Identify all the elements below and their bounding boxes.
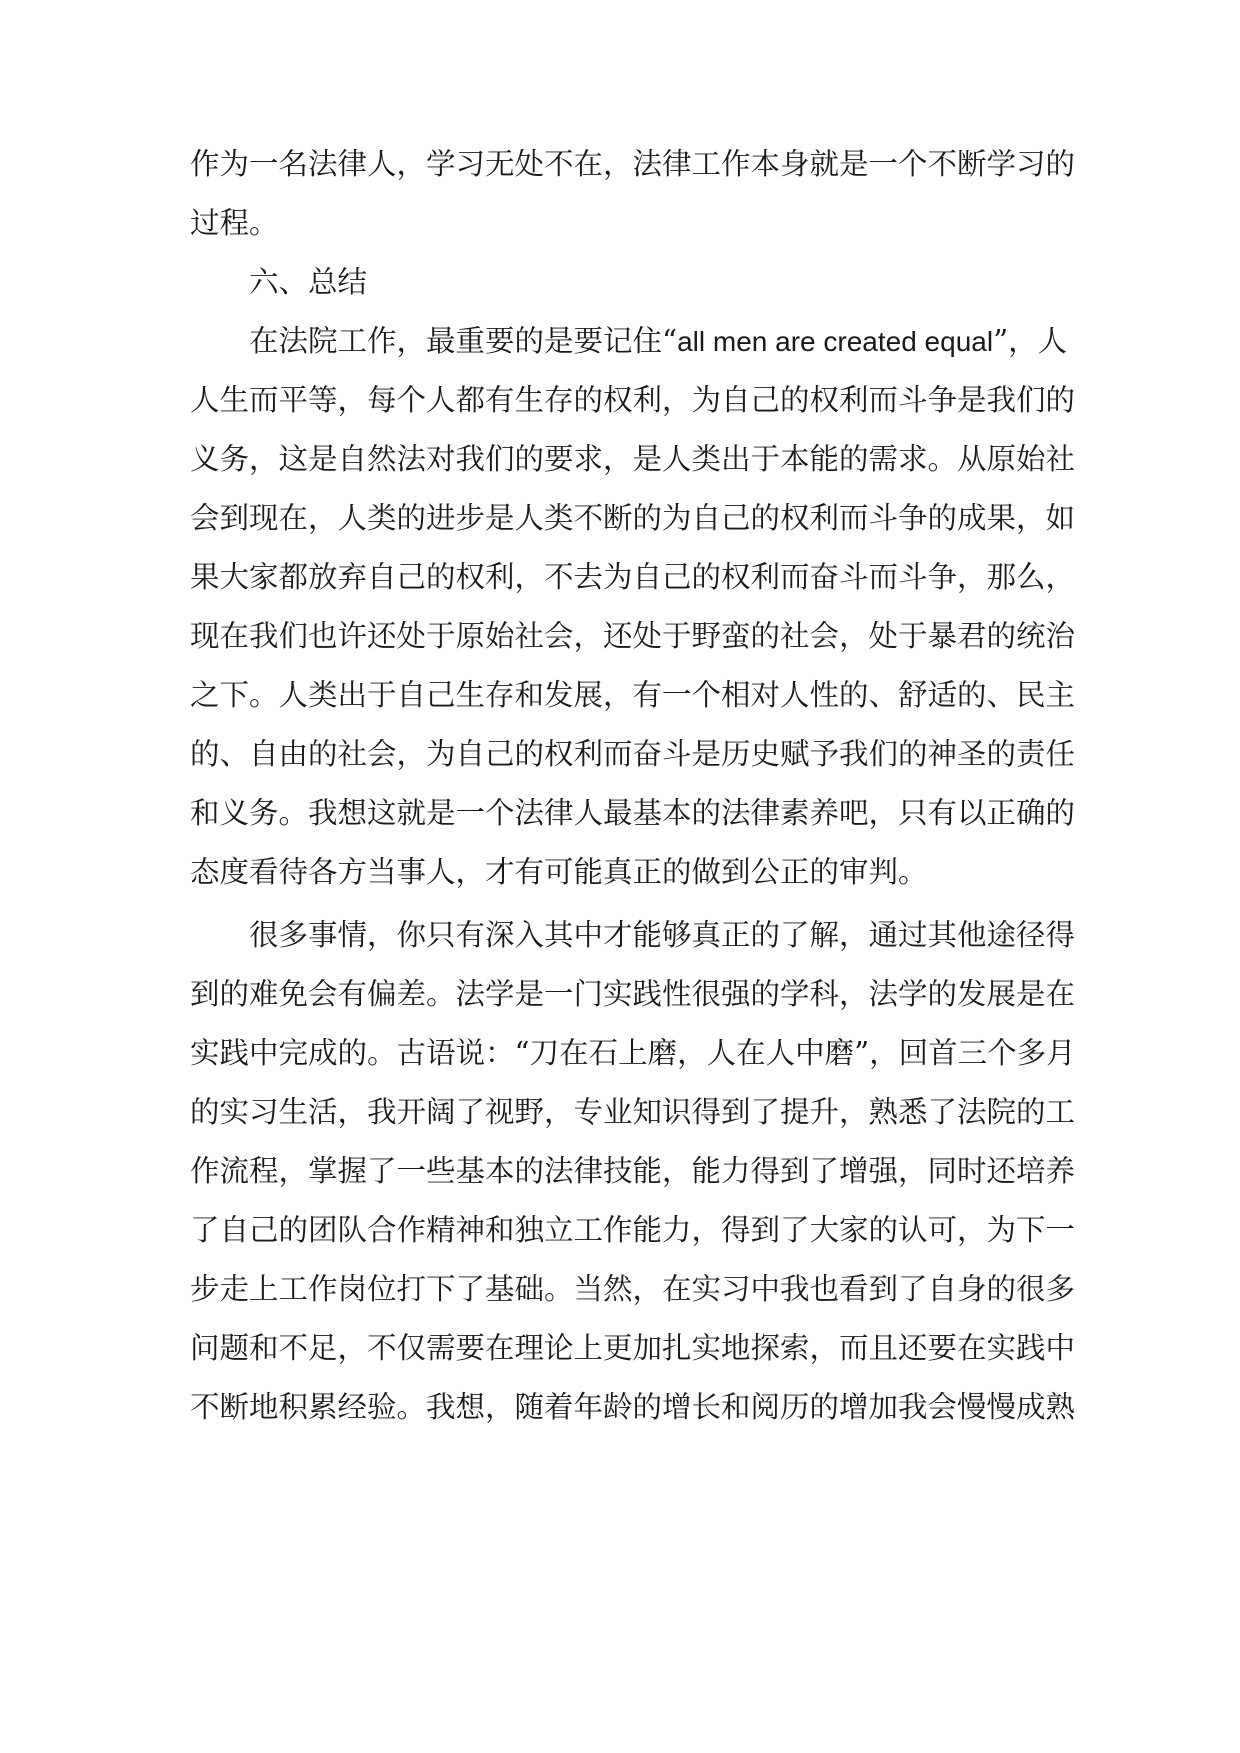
paragraph-2-line-8: 的、自由的社会，为自己的权利而奋斗是历史赋予我们的神圣的责任 (190, 737, 1076, 771)
paragraph-3-line-2: 到的难免会有偏差。法学是一门实践性很强的学科，法学的发展是在 (190, 977, 1076, 1011)
paragraph-2-line-1 (249, 309, 1068, 373)
paragraph-2-line-3: 义务，这是自然法对我们的要求，是人类出于本能的需求。从原始社 (190, 442, 1076, 476)
paragraph-2-line-10: 态度看待各方当事人，才有可能真正的做到公正的审判。 (190, 855, 928, 889)
paragraph-1-line-2: 过程。 (190, 206, 279, 240)
section-heading: 六、总结 (249, 265, 368, 299)
paragraph-3-line-3: 实践中完成的。古语说：“刀在石上磨，人在人中磨”，回首三个多月 (190, 1036, 1076, 1070)
paragraph-2-line-5: 果大家都放弃自己的权利，不去为自己的权利而奋斗而斗争，那么， (190, 560, 1076, 594)
paragraph-3-line-4: 的实习生活，我开阔了视野，专业知识得到了提升，熟悉了法院的工 (190, 1095, 1076, 1129)
paragraph-3-line-6: 了自己的团队合作精神和独立工作能力，得到了大家的认可，为下一 (190, 1213, 1076, 1247)
paragraph-3-line-1: 很多事情，你只有深入其中才能够真正的了解，通过其他途径得 (249, 918, 1076, 952)
paragraph-1-line-1: 作为一名法律人，学习无处不在，法律工作本身就是一个不断学习的 (190, 147, 1076, 181)
paragraph-2-line-4: 会到现在，人类的进步是人类不断的为自己的权利而斗争的成果，如 (190, 501, 1076, 535)
paragraph-3-line-7: 步走上工作岗位打下了基础。当然，在实习中我也看到了自身的很多 (190, 1272, 1076, 1306)
paragraph-2-line-2: 人生而平等，每个人都有生存的权利，为自己的权利而斗争是我们的 (190, 383, 1076, 417)
paragraph-2-line-1-suffix: ”，人 (993, 324, 1068, 358)
paragraph-2-line-9: 和义务。我想这就是一个法律人最基本的法律素养吧，只有以正确的 (190, 796, 1076, 830)
paragraph-2-line-1-prefix: 在法院工作，最重要的是要记住“ (249, 324, 678, 358)
paragraph-3-line-5: 作流程，掌握了一些基本的法律技能，能力得到了增强，同时还培养 (190, 1154, 1076, 1188)
paragraph-2-line-1-latin: all men are created equal (677, 326, 994, 357)
paragraph-2-line-6: 现在我们也许还处于原始社会，还处于野蛮的社会，处于暴君的统治 (190, 619, 1076, 653)
paragraph-3-line-8: 问题和不足，不仅需要在理论上更加扎实地探索，而且还要在实践中 (190, 1331, 1076, 1365)
paragraph-3-line-9: 不断地积累经验。我想，随着年龄的增长和阅历的增加我会慢慢成熟 (190, 1390, 1076, 1424)
paragraph-2-line-7: 之下。人类出于自己生存和发展，有一个相对人性的、舒适的、民主 (190, 678, 1076, 712)
